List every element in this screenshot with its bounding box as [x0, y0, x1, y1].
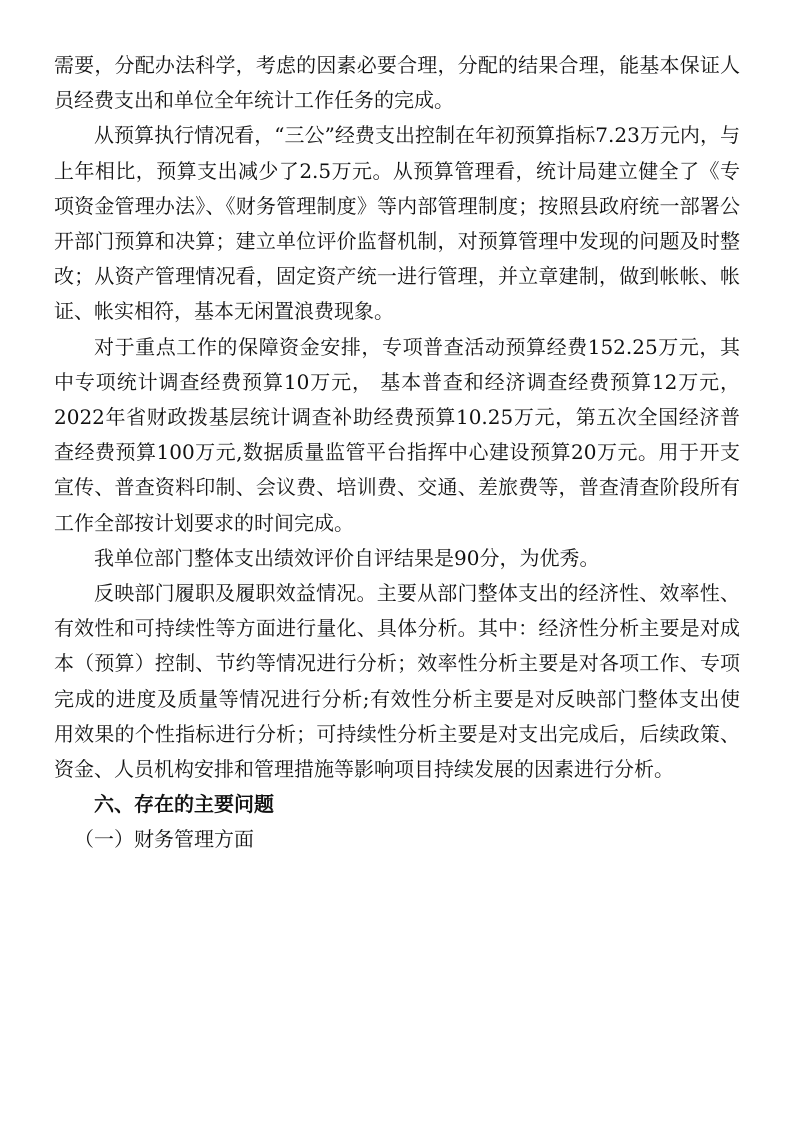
- paragraph-performance-analysis: 反映部门履职及履职效益情况。主要从部门整体支出的经济性、效率性、有效性和可持续性等方面进行量化、具体分析。其中：经济性分析主要是对成本（预算）控制、节约等情况进行分析；效率性分析主要是对各项工作、专项完成的进度及质量等情况进行分析;有效性分析主要是对反映部门整体支出使用效果的个性指标进行分析；可持续性分析主要是对支出完成后，后续政策、资金、人员机构安排和管理措施等影响项目持续发展的因素进行分析。: [54, 581, 740, 782]
- paragraph-allocation: 需要，分配办法科学，考虑的因素必要合理，分配的结果合理，能基本保证人员经费支出和单位全年统计工作任务的完成。: [54, 53, 740, 113]
- paragraph-self-evaluation: 我单位部门整体支出绩效评价自评结果是90分，为优秀。: [94, 545, 600, 570]
- section-heading: 六、存在的主要问题: [94, 792, 274, 817]
- sub-heading: （一）财务管理方面: [74, 827, 254, 852]
- paragraph-key-funding: 对于重点工作的保障资金安排，专项普查活动预算经费152.25万元，其中专项统计调查经费预算10万元， 基本普查和经济调查经费预算12万元，2022年省财政拨基层统计调查补助经费预算10.25万元，第五次全国经济普查经费预算100万元,数据质量监管平台指挥中心建设预算20万元。用于开支宣传、普查资料印制、会议费、培训费、交通、差旅费等，普查清查阶段所有工作全部按计划要求的时间完成。: [54, 334, 740, 535]
- document-page: [54, 48, 740, 858]
- paragraph-budget-execution: 从预算执行情况看，“三公”经费支出控制在年初预算指标7.23万元内，与上年相比，预算支出减少了2.5万元。从预算管理看，统计局建立健全了《专项资金管理办法》、《财务管理制度》等内部管理制度；按照县政府统一部署公开部门预算和决算；建立单位评价监督机制，对预算管理中发现的问题及时整改；从资产管理情况看，固定资产统一进行管理，并立章建制，做到帐帐、帐证、帐实相符，基本无闲置浪费现象。: [54, 123, 740, 324]
